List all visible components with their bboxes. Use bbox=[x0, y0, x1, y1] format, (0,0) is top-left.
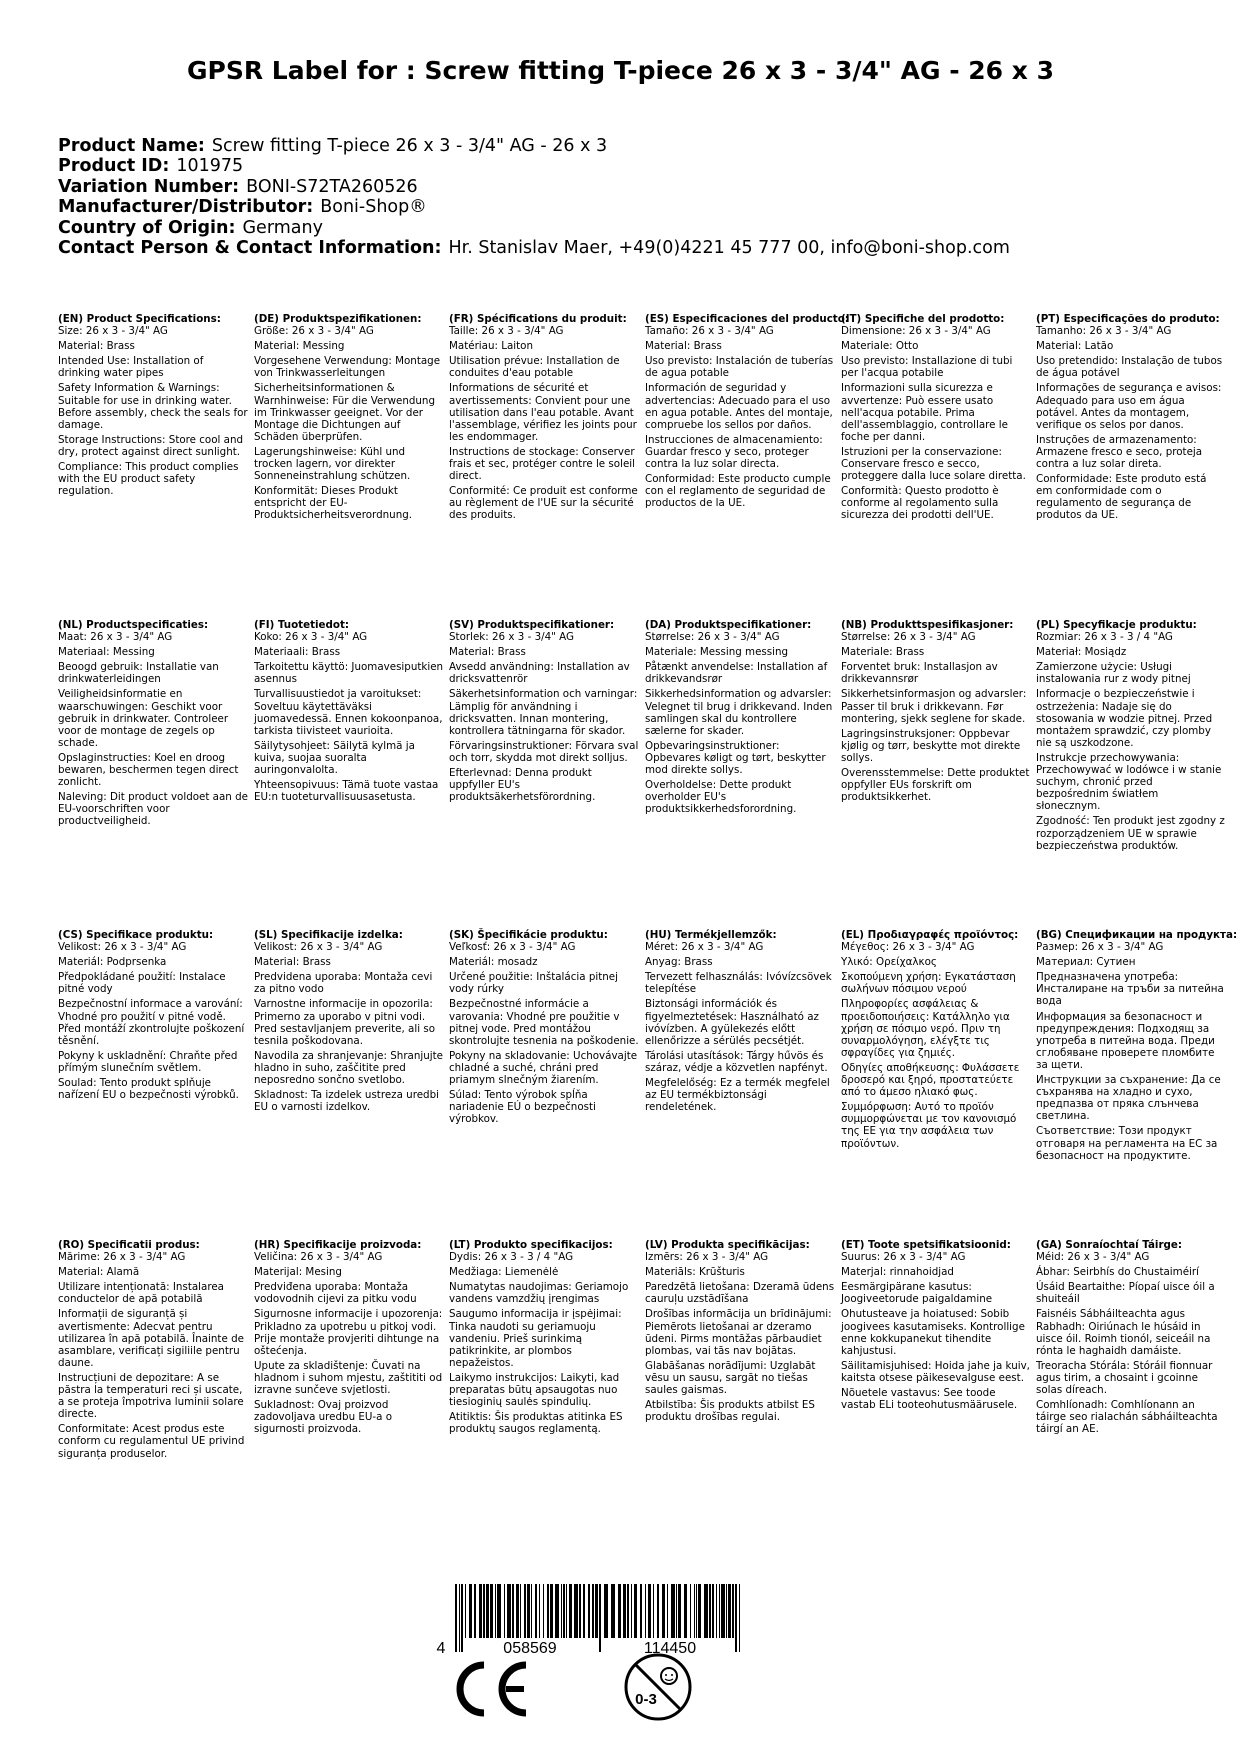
spec-item: Säilitamisjuhised: Hoida jahe ja kuiv, kaitsta otsese päikesevalguse eest. bbox=[841, 1359, 1030, 1384]
barcode-bar bbox=[712, 1584, 714, 1638]
barcode-bar bbox=[550, 1584, 553, 1638]
spec-item: Istruzioni per la conservazione: Conservare fresco e secco, proteggere dalla luce solare diretta. bbox=[841, 445, 1026, 483]
spec-item: Turvallisuustiedot ja varoitukset: Soveltuu käytettäväksi juomavedessä. Ennen kokoonpanoa, tarkista tiivisteet vaurioita. bbox=[254, 688, 443, 737]
barcode-bar bbox=[555, 1584, 559, 1638]
spec-item: Rozmiar: 26 x 3 - 3 / 4 "AG bbox=[1036, 631, 1173, 644]
barcode-bar bbox=[474, 1584, 476, 1638]
info-label: Variation Number: bbox=[58, 176, 240, 197]
barcode-bar bbox=[657, 1584, 659, 1638]
barcode-bar bbox=[696, 1584, 697, 1638]
spec-item: Säkerhetsinformation och varningar: Lämplig för användning i dricksvatten. Innan montering, kontrollera tätningarna för skador. bbox=[449, 688, 638, 737]
barcode-digits-right: 114450 bbox=[643, 1640, 697, 1657]
barcode-bar bbox=[512, 1584, 514, 1638]
barcode-bar bbox=[561, 1584, 562, 1638]
spec-item: Säilytysohjeet: Säilytä kylmä ja kuiva, suojaa suoralta auringonvalolta. bbox=[254, 739, 415, 777]
spec-heading: (IT) Specifiche del prodotto: bbox=[841, 313, 1005, 325]
spec-item: Súlad: Tento výrobok spĺňa nariadenie EÚ o bezpečnosti výrobkov. bbox=[449, 1089, 596, 1126]
spec-item: Size: 26 x 3 - 3/4" AG bbox=[58, 325, 168, 338]
spec-block bbox=[58, 313, 248, 500]
spec-heading: (DE) Produktspezifikationen: bbox=[254, 313, 422, 325]
barcode-bar bbox=[698, 1584, 701, 1638]
spec-item: Materiāls: Krūšturis bbox=[645, 1266, 745, 1279]
spec-item: Bezpečnostní informace a varování: Vhodné pro použití v pitné vodě. Před montáží zkontrolujte poškození těsnění. bbox=[58, 998, 245, 1047]
spec-item: Paredzētā lietošana: Dzeramā ūdens cauruļu uzstādīšana bbox=[645, 1281, 835, 1306]
info-row bbox=[58, 197, 1010, 217]
spec-block bbox=[1036, 929, 1238, 1165]
spec-heading: (FR) Spécifications du produit: bbox=[449, 313, 627, 325]
barcode-bar bbox=[490, 1584, 493, 1638]
spec-item: Instruções de armazenamento: Armazene fresco e seco, proteja contra a luz solar direta. bbox=[1036, 433, 1203, 471]
barcode-bar bbox=[690, 1584, 691, 1638]
barcode-digits-left: 058569 bbox=[503, 1640, 557, 1657]
barcode-bar bbox=[469, 1584, 472, 1638]
product-info bbox=[58, 136, 1010, 258]
spec-block bbox=[58, 619, 248, 831]
info-row bbox=[58, 177, 1010, 197]
barcode-bar bbox=[574, 1584, 578, 1638]
spec-item: Tarkoitettu käyttö: Juomavesiputkien asennus bbox=[254, 661, 444, 686]
spec-item: Treoracha Stórála: Stóráil fionnuar agus tirim, a chosaint i gcoinne solas díreach. bbox=[1036, 1359, 1213, 1397]
spec-heading: (DA) Produktspecifikationer: bbox=[645, 619, 812, 631]
spec-item: Lagerungshinweise: Kühl und trocken lagern, vor direkter Sonneneinstrahlung schützen. bbox=[254, 445, 411, 483]
barcode-bar bbox=[671, 1584, 675, 1638]
spec-item: Soulad: Tento produkt splňuje nařízení EU o bezpečnosti výrobků. bbox=[58, 1077, 239, 1102]
info-value: 101975 bbox=[176, 156, 244, 177]
spec-item: Materjal: rinnahoidjad bbox=[841, 1266, 954, 1279]
spec-block bbox=[58, 929, 248, 1104]
spec-item: Conformidade: Este produto está em conformidade com o regulamento de segurança de produtos da UE. bbox=[1036, 473, 1207, 522]
barcode-digit-first: 4 bbox=[436, 1640, 446, 1657]
spec-item: Vorgesehene Verwendung: Montage von Trinkwasserleitungen bbox=[254, 355, 441, 380]
spec-item: Avsedd användning: Installation av dricksvattenrör bbox=[449, 661, 630, 686]
info-row bbox=[58, 238, 1010, 258]
spec-item: Bezpečnostné informácie a varovania: Vhodné pre použitie v pitnej vode. Pred montážou skontrolujte tesnenia na poškodenie. bbox=[449, 998, 639, 1047]
barcode-bar bbox=[694, 1584, 695, 1638]
spec-item: Materiale: Brass bbox=[841, 646, 925, 659]
spec-block bbox=[645, 1239, 835, 1426]
spec-item: Skladnost: Ta izdelek ustreza uredbi EU o varnosti izdelkov. bbox=[254, 1089, 439, 1114]
barcode-bar bbox=[563, 1584, 565, 1638]
spec-item: Suurus: 26 x 3 - 3/4" AG bbox=[841, 1251, 966, 1264]
spec-item: Informations de sécurité et avertissements: Convient pour une utilisation dans l'eau potable. Avant l'assemblage, vérifiez les joints pour les endommager. bbox=[449, 382, 637, 443]
barcode-bar bbox=[495, 1584, 496, 1638]
spec-item: Tervezett felhasználás: Ivóvízcsövek telepítése bbox=[645, 971, 832, 996]
spec-item: Méid: 26 x 3 - 3/4" AG bbox=[1036, 1251, 1150, 1264]
spec-item: Upute za skladištenje: Čuvati na hladnom i suhom mjestu, zaštititi od izravne sunčeve svjetlosti. bbox=[254, 1359, 443, 1397]
spec-item: Veľkosť: 26 x 3 - 3/4" AG bbox=[449, 941, 576, 954]
info-value: BONI-S72TA260526 bbox=[246, 176, 418, 197]
spec-item: Numatytas naudojimas: Geriamojo vandens vamzdžių įrengimas bbox=[449, 1281, 629, 1306]
spec-block bbox=[645, 929, 835, 1116]
spec-item: Conformità: Questo prodotto è conforme al regolamento sulla sicurezza dei prodotti dell'UE. bbox=[841, 485, 999, 522]
spec-item: Atitiktis: Šis produktas atitinka ES produktų saugos reglamentą. bbox=[449, 1411, 623, 1436]
spec-heading: (EN) Product Specifications: bbox=[58, 313, 221, 325]
spec-block bbox=[449, 1239, 639, 1438]
barcode-bar bbox=[566, 1584, 567, 1638]
spec-item: Tamaño: 26 x 3 - 3/4" AG bbox=[645, 325, 774, 338]
barcode-bar bbox=[507, 1584, 511, 1638]
spec-block bbox=[58, 1239, 248, 1463]
spec-heading: (SK) Špecifikácie produktu: bbox=[449, 929, 608, 941]
barcode-bar bbox=[455, 1584, 457, 1652]
spec-item: Intended Use: Installation of drinking water pipes bbox=[58, 355, 204, 380]
spec-block bbox=[254, 619, 444, 806]
spec-item: Izmērs: 26 x 3 - 3/4" AG bbox=[645, 1251, 769, 1264]
spec-heading: (GA) Sonraíochtaí Táirge: bbox=[1036, 1239, 1183, 1251]
barcode-bar bbox=[678, 1584, 681, 1638]
barcode-bar bbox=[739, 1584, 740, 1652]
barcode-bar bbox=[662, 1584, 665, 1638]
spec-item: Atbilstība: Šis produkts atbilst ES produktu drošības regulai. bbox=[645, 1399, 815, 1424]
spec-item: Material: Latão bbox=[1036, 340, 1114, 353]
spec-item: Materiaal: Messing bbox=[58, 646, 155, 659]
spec-item: Material: Brass bbox=[449, 646, 526, 659]
barcode-bar bbox=[588, 1584, 590, 1638]
spec-item: Dimensione: 26 x 3 - 3/4" AG bbox=[841, 325, 991, 338]
spec-item: Mărime: 26 x 3 - 3/4" AG bbox=[58, 1251, 186, 1264]
spec-block bbox=[841, 1239, 1031, 1414]
barcode-bar bbox=[531, 1584, 532, 1638]
barcode-bar bbox=[486, 1584, 489, 1638]
spec-item: Opbevaringsinstruktioner: Opbevares køligt og tørt, beskytter mod direkte sollys. bbox=[645, 739, 826, 777]
spec-item: Sicherheitsinformationen & Warnhinweise: Für die Verwendung im Trinkwasser geeignet. Vor der Montage die Dichtungen auf Schäden überprüfen. bbox=[254, 382, 435, 443]
info-label: Product Name: bbox=[58, 136, 205, 156]
spec-item: Materiaali: Brass bbox=[254, 646, 341, 659]
barcode-bar bbox=[704, 1584, 708, 1638]
spec-block bbox=[449, 619, 639, 806]
spec-heading: (FI) Tuotetiedot: bbox=[254, 619, 349, 631]
spec-item: Größe: 26 x 3 - 3/4" AG bbox=[254, 325, 374, 338]
spec-item: Méret: 26 x 3 - 3/4" AG bbox=[645, 941, 764, 954]
spec-item: Materijal: Mesing bbox=[254, 1266, 342, 1279]
spec-block bbox=[645, 619, 835, 818]
barcode-bar bbox=[735, 1584, 737, 1652]
spec-block bbox=[1036, 1239, 1226, 1438]
spec-item: Beoogd gebruik: Installatie van drinkwaterleidingen bbox=[58, 661, 219, 686]
spec-block bbox=[645, 313, 849, 512]
spec-item: Eesmärgipärane kasutus: Joogiveetorude paigaldamine bbox=[841, 1281, 993, 1306]
barcode-bar bbox=[604, 1584, 608, 1638]
spec-item: Comhlíonadh: Comhlíonann an táirge seo rialachán sábháilteachta táirgí an AE. bbox=[1036, 1399, 1218, 1436]
barcode-bar bbox=[527, 1584, 530, 1638]
spec-item: Material: Messing bbox=[254, 340, 345, 353]
barcode-bars bbox=[455, 1584, 740, 1652]
barcode-bar bbox=[547, 1584, 549, 1638]
spec-block bbox=[1036, 313, 1226, 525]
spec-item: Pokyny k uskladnění: Chraňte před přímým slunečním světlem. bbox=[58, 1049, 238, 1074]
page-title: GPSR Label for : Screw fitting T-piece 26 x 3 - 3/4" AG - 26 x 3 bbox=[187, 56, 1054, 85]
barcode-bar bbox=[716, 1584, 717, 1638]
spec-item: Conformidad: Este producto cumple con el reglamento de seguridad de productos de la UE. bbox=[645, 473, 831, 510]
barcode-bar bbox=[667, 1584, 668, 1638]
barcode-bar bbox=[497, 1584, 501, 1638]
spec-item: Informacje o bezpieczeństwie i ostrzeżenia: Nadaje się do stosowania w wodzie pitnej. Przed montażem sprawdzić, czy plomby nie są uszkodzone. bbox=[1036, 688, 1213, 749]
barcode-bar bbox=[726, 1584, 727, 1638]
spec-item: Velikost: 26 x 3 - 3/4" AG bbox=[58, 941, 187, 954]
barcode-bar bbox=[524, 1584, 526, 1638]
barcode-bar bbox=[583, 1584, 585, 1638]
spec-item: Biztonsági információk és figyelmeztetések: Használható az ivóvízben. A gyülekezés előtt ellenőrizze a sérülés pecsétjét. bbox=[645, 998, 819, 1047]
spec-heading: (SL) Specifikacije izdelka: bbox=[254, 929, 403, 941]
barcode-bar bbox=[634, 1584, 637, 1638]
spec-item: Zgodność: Ten produkt jest zgodny z rozporządzeniem UE w sprawie bezpieczeństwa produktów. bbox=[1036, 815, 1225, 852]
spec-block bbox=[841, 619, 1031, 806]
info-value: Germany bbox=[242, 217, 323, 238]
barcode-bar bbox=[611, 1584, 615, 1638]
spec-block bbox=[254, 929, 444, 1116]
info-label: Contact Person & Contact Information: bbox=[58, 238, 442, 259]
barcode bbox=[0, 1580, 1241, 1660]
spec-item: Предназначена употреба: Инсталиране на тръби за питейна вода bbox=[1036, 971, 1224, 1008]
info-value: Boni-Shop® bbox=[320, 197, 427, 218]
spec-item: Uso pretendido: Instalação de tubos de água potável bbox=[1036, 355, 1223, 380]
barcode-bar bbox=[579, 1584, 581, 1638]
spec-item: Размер: 26 x 3 - 3/4" AG bbox=[1036, 941, 1164, 954]
spec-item: Instrucțiuni de depozitare: A se păstra la temperaturi reci și uscate, a se proteja împotriva luminii solare directe. bbox=[58, 1371, 244, 1421]
spec-heading: (PT) Especificações do produto: bbox=[1036, 313, 1220, 325]
spec-heading: (ET) Toote spetsifikatsioonid: bbox=[841, 1239, 1011, 1251]
spec-item: Material: Brass bbox=[645, 340, 722, 353]
spec-item: Инструкции за съхранение: Да се съхранява на хладно и сухо, предпазва от пряка слънчева светлина. bbox=[1036, 1074, 1221, 1123]
spec-item: Predviđena uporaba: Montaža vodovodnih cijevi za pitku vodu bbox=[254, 1281, 417, 1306]
spec-heading: (BG) Спецификации на продукта: bbox=[1036, 929, 1238, 941]
spec-item: Efterlevnad: Denna produkt uppfyller EU's produktsäkerhetsförordning. bbox=[449, 767, 596, 804]
spec-item: Material: Brass bbox=[254, 956, 331, 969]
spec-item: Materiale: Otto bbox=[841, 340, 919, 353]
spec-item: Informazioni sulla sicurezza e avvertenze: Può essere usato nell'acqua potabile. Prima dell'assemblaggio, controllare le foche per danni. bbox=[841, 382, 1008, 443]
barcode-bar bbox=[719, 1584, 720, 1638]
spec-item: Lagringsinstruksjoner: Oppbevar kjølig og tørr, beskytte mot direkte sollys. bbox=[841, 727, 1021, 764]
spec-item: Instrucciones de almacenamiento: Guardar fresco y seco, proteger contra la luz solar directa. bbox=[645, 433, 823, 471]
spec-item: Påtænkt anvendelse: Installation af drikkevandsrør bbox=[645, 661, 828, 686]
spec-heading: (RO) Specificatii produs: bbox=[58, 1239, 200, 1251]
spec-item: Úsáid Beartaithe: Píopaí uisce óil a shuiteáil bbox=[1036, 1281, 1215, 1306]
spec-item: Velikost: 26 x 3 - 3/4" AG bbox=[254, 941, 383, 954]
info-value: Screw fitting T-piece 26 x 3 - 3/4" AG - 26 x 3 bbox=[211, 136, 608, 156]
info-label: Manufacturer/Distributor: bbox=[58, 197, 314, 218]
spec-item: Compliance: This product complies with the EU product safety regulation. bbox=[58, 461, 239, 498]
spec-item: Uso previsto: Instalación de tuberías de agua potable bbox=[645, 355, 834, 380]
barcode-bar bbox=[709, 1584, 711, 1638]
spec-item: Utilizare intenționată: Instalarea conductelor de apă potabilă bbox=[58, 1281, 224, 1306]
spec-block bbox=[449, 929, 639, 1128]
spec-item: Navodila za shranjevanje: Shranjujte hladno in suho, zaščitite pred neposredno sončno svetlobo. bbox=[254, 1049, 444, 1087]
spec-item: Matériau: Laiton bbox=[449, 340, 534, 353]
spec-block bbox=[449, 313, 639, 525]
spec-item: Tamanho: 26 x 3 - 3/4" AG bbox=[1036, 325, 1172, 338]
spec-block bbox=[1036, 619, 1226, 855]
info-row bbox=[58, 136, 1010, 156]
barcode-bar bbox=[461, 1584, 463, 1652]
spec-item: Μέγεθος: 26 x 3 - 3/4" AG bbox=[841, 941, 975, 954]
spec-item: Anyag: Brass bbox=[645, 956, 713, 969]
spec-item: Utilisation prévue: Installation de conduites d'eau potable bbox=[449, 355, 620, 380]
barcode-bar bbox=[465, 1584, 466, 1638]
barcode-bar bbox=[592, 1584, 594, 1638]
info-label: Product ID: bbox=[58, 156, 170, 177]
spec-item: Určené použitie: Inštalácia pitnej vody rúrky bbox=[449, 971, 618, 996]
barcode-bar bbox=[539, 1584, 540, 1638]
spec-item: Sikkerhetsinformasjon og advarsler: Passer til bruk i drikkevann. Før montering, sjekk seglene for skade. bbox=[841, 688, 1027, 725]
barcode-bar bbox=[459, 1584, 460, 1652]
spec-item: Σκοπούμενη χρήση: Εγκατάσταση σωλήνων πόσιμου νερού bbox=[841, 971, 1016, 996]
spec-item: Πληροφορίες ασφάλειας & προειδοποιήσεις: Κατάλληλο για χρήση σε πόσιμο νερό. Πριν τη συναρμολόγηση, ελέγξτε τις σφραγίδες για ζημιές. bbox=[841, 998, 1010, 1059]
spec-item: Συμμόρφωση: Αυτό το προϊόν συμμορφώνεται με τον κανονισμό της ΕΕ για την ασφάλεια των προϊόντων. bbox=[841, 1101, 1017, 1150]
age-label: 0-3 bbox=[635, 1691, 657, 1708]
spec-block bbox=[254, 1239, 444, 1438]
info-row bbox=[58, 218, 1010, 238]
spec-item: Materiál: mosadz bbox=[449, 956, 538, 969]
barcode-bar bbox=[653, 1584, 654, 1638]
spec-heading: (SV) Produktspecifikationer: bbox=[449, 619, 615, 631]
spec-block bbox=[254, 313, 444, 525]
spec-item: Naleving: Dit product voldoet aan de EU-voorschriften voor productveiligheid. bbox=[58, 791, 248, 828]
ce-mark-icon bbox=[450, 1660, 532, 1718]
spec-block bbox=[841, 313, 1031, 525]
info-label: Country of Origin: bbox=[58, 217, 236, 238]
spec-item: Pokyny na skladovanie: Uchovávajte chladné a suché, chráni pred priamym slnečným žiarením. bbox=[449, 1049, 638, 1087]
barcode-bar bbox=[569, 1584, 572, 1638]
spec-item: Tárolási utasítások: Tárgy hűvös és száraz, védje a közvetlen napfényt. bbox=[645, 1049, 828, 1074]
spec-heading: (NB) Produkttspesifikasjoner: bbox=[841, 619, 1014, 631]
barcode-bar bbox=[516, 1584, 519, 1638]
barcode-bar bbox=[535, 1584, 537, 1638]
spec-item: Overholdelse: Dette produkt overholder EU's produktsikkerhedsforordning. bbox=[645, 779, 797, 816]
spec-item: Instructions de stockage: Conserver frais et sec, protéger contre le soleil direct. bbox=[449, 445, 636, 483]
spec-item: Conformité: Ce produit est conforme au règlement de l'UE sur la sécurité des produits. bbox=[449, 485, 638, 522]
spec-heading: (HR) Specifikacije proizvoda: bbox=[254, 1239, 422, 1251]
barcode-bar bbox=[520, 1584, 521, 1638]
barcode-bar bbox=[627, 1584, 629, 1638]
barcode-bar bbox=[645, 1584, 646, 1638]
spec-block bbox=[841, 929, 1031, 1153]
info-row bbox=[58, 156, 1010, 176]
spec-heading: (HU) Termékjellemzők: bbox=[645, 929, 777, 941]
barcode-bar bbox=[732, 1584, 734, 1638]
spec-item: Megfelelőség: Ez a termék megfelel az EU termékbiztonsági rendeletének. bbox=[645, 1077, 830, 1114]
age-warning-icon bbox=[622, 1651, 694, 1723]
spec-item: Storage Instructions: Store cool and dry, protect against direct sunlight. bbox=[58, 433, 244, 458]
spec-item: Información de seguridad y advertencias: Adecuado para el uso en agua potable. Antes del montaje, compruebe los sellos por daños. bbox=[645, 382, 833, 431]
barcode-bar bbox=[721, 1584, 725, 1638]
spec-item: Maat: 26 x 3 - 3/4" AG bbox=[58, 631, 173, 644]
spec-item: Størrelse: 26 x 3 - 3/4" AG bbox=[841, 631, 976, 644]
spec-item: Ohutusteave ja hoiatused: Sobib joogivees kasutamiseks. Kontrollige enne kokkupanekut tihendite kahjustusi. bbox=[841, 1308, 1025, 1357]
spec-heading: (PL) Specyfikacje produktu: bbox=[1036, 619, 1197, 631]
spec-item: Съответствие: Този продукт отговаря на регламента на ЕС за безопасност на продуктите. bbox=[1036, 1125, 1218, 1162]
spec-item: Materiál: Podprsenka bbox=[58, 956, 167, 969]
barcode-bar bbox=[640, 1584, 642, 1638]
spec-item: Οδηγίες αποθήκευσης: Φυλάσσετε δροσερό και ξηρό, προστατεύετε από το άμεσο ηλιακό φως. bbox=[841, 1061, 1020, 1099]
spec-item: Varnostne informacije in opozorila: Primerno za uporabo v pitni vodi. Pred sestavljanjem preverite, ali so tesnila poškodovana. bbox=[254, 998, 436, 1047]
spec-item: Medžiaga: Liemenėlė bbox=[449, 1266, 559, 1279]
spec-heading: (NL) Productspecificaties: bbox=[58, 619, 209, 631]
barcode-bar bbox=[595, 1584, 598, 1638]
spec-item: Taille: 26 x 3 - 3/4" AG bbox=[449, 325, 564, 338]
spec-item: Sigurnosne informacije i upozorenja: Prikladno za upotrebu u pitkoj vodi. Prije montaže provjeriti dihtunge na oštećenja. bbox=[254, 1308, 443, 1357]
spec-item: Dydis: 26 x 3 - 3 / 4 "AG bbox=[449, 1251, 574, 1264]
barcode-bar bbox=[483, 1584, 485, 1638]
spec-item: Saugumo informacija ir įspėjimai: Tinka naudoti su geriamuoju vandeniu. Prieš surinkimą patikrinkite, ar plombos nepažeistos. bbox=[449, 1308, 622, 1369]
barcode-bar bbox=[479, 1584, 482, 1638]
barcode-bar bbox=[599, 1584, 601, 1652]
barcode-bar bbox=[728, 1584, 731, 1638]
spec-item: Förvaringsinstruktioner: Förvara sval och torr, skydda mot direkt solljus. bbox=[449, 739, 639, 764]
barcode-bar bbox=[504, 1584, 505, 1638]
spec-item: Ábhar: Seirbhís do Chustaiméirí bbox=[1036, 1266, 1199, 1279]
spec-item: Informações de segurança e avisos: Adequado para uso em água potável. Antes da montagem, verifique os selos por danos. bbox=[1036, 382, 1222, 431]
spec-item: Materiale: Messing messing bbox=[645, 646, 789, 659]
info-value: Hr. Stanislav Maer, +49(0)4221 45 777 00, info@boni-shop.com bbox=[448, 238, 1010, 259]
spec-item: Υλικό: Ορείχαλκος bbox=[841, 956, 937, 969]
barcode-bar bbox=[676, 1584, 677, 1638]
spec-item: Sikkerhedsinformation og advarsler: Velegnet til brug i drikkevand. Inden samlingen skal du kontrollere sælerne for skader. bbox=[645, 688, 833, 737]
spec-heading: (CS) Specifikace produktu: bbox=[58, 929, 214, 941]
spec-heading: (LT) Produkto specifikacijos: bbox=[449, 1239, 613, 1251]
spec-item: Uso previsto: Installazione di tubi per l'acqua potabile bbox=[841, 355, 1013, 380]
spec-item: Yhteensopivuus: Tämä tuote vastaa EU:n tuoteturvallisuusasetusta. bbox=[254, 779, 439, 804]
spec-item: Faisnéis Sábháilteachta agus Rabhadh: Oiriúnach le húsáid in uisce óil. Roimh tionól, seiceáil na rónta le haghaidh damáiste. bbox=[1036, 1308, 1211, 1357]
spec-item: Opslaginstructies: Koel en droog bewaren, beschermen tegen direct zonlicht. bbox=[58, 751, 239, 789]
spec-item: Størrelse: 26 x 3 - 3/4" AG bbox=[645, 631, 780, 644]
spec-item: Drošības informācija un brīdinājumi: Piemērots lietošanai ar dzeramo ūdeni. Pirms montāžas pārbaudiet plombas, vai tās nav bojātas. bbox=[645, 1308, 832, 1357]
spec-item: Storlek: 26 x 3 - 3/4" AG bbox=[449, 631, 574, 644]
spec-item: Sukladnost: Ovaj proizvod zadovoljava uredbu EU-a o sigurnosti proizvoda. bbox=[254, 1399, 393, 1436]
spec-item: Materiał: Mosiądz bbox=[1036, 646, 1127, 659]
spec-heading: (LV) Produkta specifikācijas: bbox=[645, 1239, 810, 1251]
spec-item: Информация за безопасност и предупреждения: Подходящ за употреба в питейна вода. Преди сглобяване проверете пломбите за щети. bbox=[1036, 1010, 1215, 1071]
spec-item: Predvidena uporaba: Montaža cevi za pitno vodo bbox=[254, 971, 433, 996]
spec-item: Předpokládané použití: Instalace pitné vody bbox=[58, 971, 226, 996]
barcode-bar bbox=[623, 1584, 626, 1638]
spec-item: Overensstemmelse: Dette produktet oppfyller EUs forskrift om produktsikkerhet. bbox=[841, 767, 1030, 804]
spec-item: Nõuetele vastavus: See toode vastab ELi tooteohutusmäärusele. bbox=[841, 1387, 1018, 1412]
barcode-bar bbox=[543, 1584, 544, 1638]
spec-item: Conformitate: Acest produs este conform cu regulamentul UE privind siguranța produselor. bbox=[58, 1423, 245, 1460]
spec-heading: (EL) Προδιαγραφές προϊόντος: bbox=[841, 929, 1019, 941]
spec-item: Material: Brass bbox=[58, 340, 135, 353]
spec-heading: (ES) Especificaciones del producto: bbox=[645, 313, 849, 325]
spec-item: Forventet bruk: Installasjon av drikkevannsrør bbox=[841, 661, 998, 686]
spec-item: Safety Information & Warnings: Suitable for use in drinking water. Before assembly, check the seals for damage. bbox=[58, 382, 248, 431]
spec-item: Informații de siguranță și avertismente: Adecvat pentru utilizarea în apă potabilă. Înainte de asamblare, verificați sigiliile pentru daune. bbox=[58, 1308, 244, 1369]
barcode-bar bbox=[618, 1584, 621, 1638]
spec-item: Glabāšanas norādījumi: Uzglabāt vēsu un sausu, sargāt no tiešas saules gaismas. bbox=[645, 1359, 816, 1397]
spec-item: Laikymo instrukcijos: Laikyti, kad preparatas būtų apsaugotas nuo tiesioginių saulės spindulių. bbox=[449, 1371, 620, 1409]
spec-item: Veiligheidsinformatie en waarschuwingen: Geschikt voor gebruik in drinkwater. Controleer voor de montage de zegels op schade. bbox=[58, 688, 229, 749]
barcode-bar bbox=[648, 1584, 651, 1638]
barcode-bar bbox=[631, 1584, 632, 1638]
barcode-bar bbox=[684, 1584, 687, 1638]
spec-item: Konformität: Dieses Produkt entspricht der EU-Produktsicherheitsverordnung. bbox=[254, 485, 413, 522]
spec-item: Koko: 26 x 3 - 3/4" AG bbox=[254, 631, 368, 644]
spec-item: Veličina: 26 x 3 - 3/4" AG bbox=[254, 1251, 383, 1264]
spec-item: Материал: Сутиен bbox=[1036, 956, 1136, 969]
spec-item: Material: Alamă bbox=[58, 1266, 140, 1279]
spec-item: Instrukcje przechowywania: Przechowywać w lodówce i w stanie suchym, chronić przed bezpośrednim światłem słonecznym. bbox=[1036, 751, 1222, 813]
spec-item: Zamierzone użycie: Usługi instalowania rur z wody pitnej bbox=[1036, 661, 1191, 686]
